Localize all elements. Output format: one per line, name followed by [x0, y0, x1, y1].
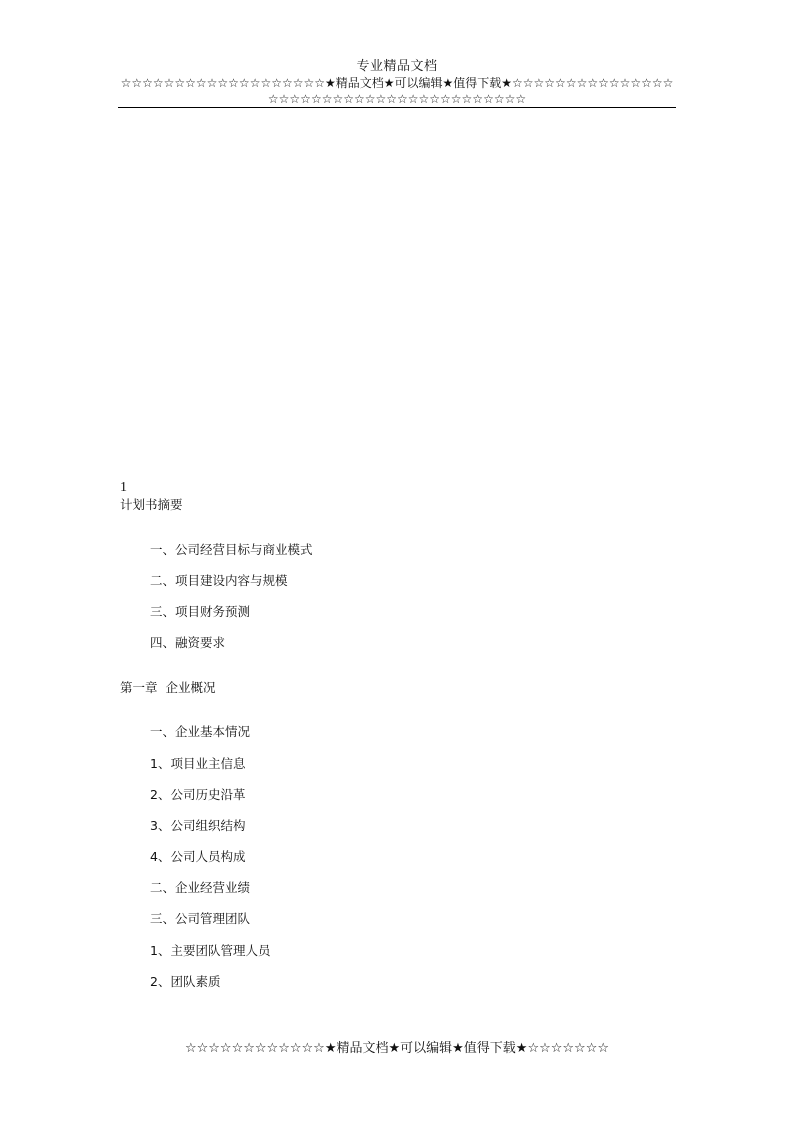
chapter-item: 4、公司人员构成	[150, 849, 246, 864]
chapter-item: 1、主要团队管理人员	[150, 943, 271, 958]
chapter-item: 2、团队素质	[150, 974, 221, 989]
chapter-item: 2、公司历史沿革	[150, 787, 246, 802]
chapter-item: 三、公司管理团队	[150, 911, 251, 926]
page-footer: ☆☆☆☆☆☆☆☆☆☆☆☆★精品文档★可以编辑★值得下载★☆☆☆☆☆☆☆	[184, 1041, 610, 1056]
summary-item: 三、项目财务预测	[150, 604, 251, 619]
page-number: 1	[120, 480, 127, 495]
chapter-heading: 第一章 企业概况	[120, 680, 216, 695]
header-stars-line-2: ☆☆☆☆☆☆☆☆☆☆☆☆☆☆☆☆☆☆☆☆☆☆☆☆	[267, 92, 527, 106]
summary-item: 四、融资要求	[150, 635, 226, 650]
summary-item: 二、项目建设内容与规模	[150, 573, 288, 588]
chapter-item: 3、公司组织结构	[150, 818, 246, 833]
page-header	[118, 58, 676, 107]
header-divider	[118, 107, 676, 108]
chapter-item: 一、企业基本情况	[150, 724, 251, 739]
chapter-item: 1、项目业主信息	[150, 756, 246, 771]
header-title: 专业精品文档	[356, 59, 438, 74]
summary-item: 一、公司经营目标与商业模式	[150, 542, 313, 557]
header-stars-line-1: ☆☆☆☆☆☆☆☆☆☆☆☆☆☆☆☆☆☆☆★精品文档★可以编辑★值得下载★☆☆☆☆☆☆☆☆☆☆☆☆☆☆☆	[120, 76, 674, 90]
chapter-item: 二、企业经营业绩	[150, 880, 251, 895]
summary-heading: 计划书摘要	[120, 497, 183, 512]
